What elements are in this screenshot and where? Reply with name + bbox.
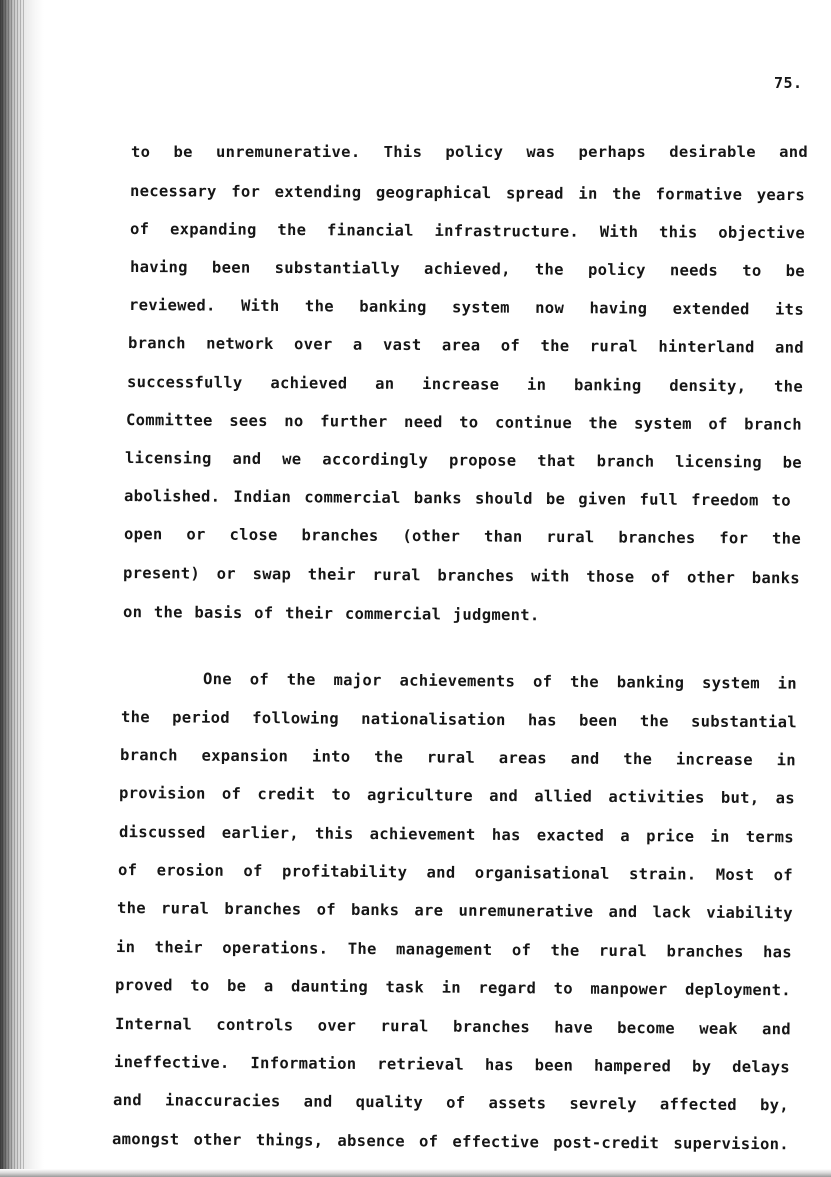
text-line: necessary for extending geographical spread in the formative years [129, 182, 806, 205]
text-line: branch expansion into the rural areas and the increase in [119, 746, 797, 770]
text-line: discussed earlier, this achievement has exacted a price in terms [118, 823, 795, 847]
text-line: proved to be a daunting task in regard to manpower deployment. [114, 976, 792, 1000]
text-line: provision of credit to agriculture and allied activities but, as [118, 784, 796, 808]
text-line: the rural branches of banks are unremunerative and lack viability [116, 899, 794, 923]
text-line: licensing and we accordingly propose that branch licensing be [124, 449, 803, 472]
text-line: the period following nationalisation has been the substantial [120, 708, 798, 732]
text-line: abolished. Indian commercial banks should be given full freedom to [123, 487, 792, 510]
page-number: 75. [774, 74, 803, 92]
text-line: open or close branches (other than rural branches for the [123, 525, 802, 548]
text-line: to be unremunerative. This policy was perhaps desirable and [131, 143, 808, 161]
text-line: present) or swap their rural branches with those of other banks [122, 564, 801, 588]
text-line: in their operations. The management of the rural branches has [115, 938, 793, 962]
text-line: reviewed. With the banking system now having extended its [128, 296, 805, 319]
text-line: amongst other things, absence of effective post-credit supervision. [111, 1130, 790, 1154]
text-line: having been substantially achieved, the policy needs to be [129, 258, 806, 281]
text-line: branch network over a vast area of the rural hinterland and [127, 334, 805, 357]
text-line: ineffective. Information retrieval has been hampered by delays [113, 1053, 791, 1077]
text-line: One of the major achievements of the banking system in [202, 670, 798, 693]
text-line: Internal controls over rural branches have become weak and [114, 1015, 792, 1039]
text-line: Committee sees no further need to continue the system of branch [125, 411, 803, 434]
text-line: of erosion of profitability and organisational strain. Most of [117, 861, 794, 885]
text-line: of expanding the financial infrastructure. With this objective [129, 220, 806, 243]
text-line: successfully achieved an increase in banking density, the [126, 373, 804, 396]
text-line: and inaccuracies and quality of assets sevrely affected by, [112, 1091, 790, 1115]
text-line: on the basis of their commercial judgment. [122, 603, 540, 625]
